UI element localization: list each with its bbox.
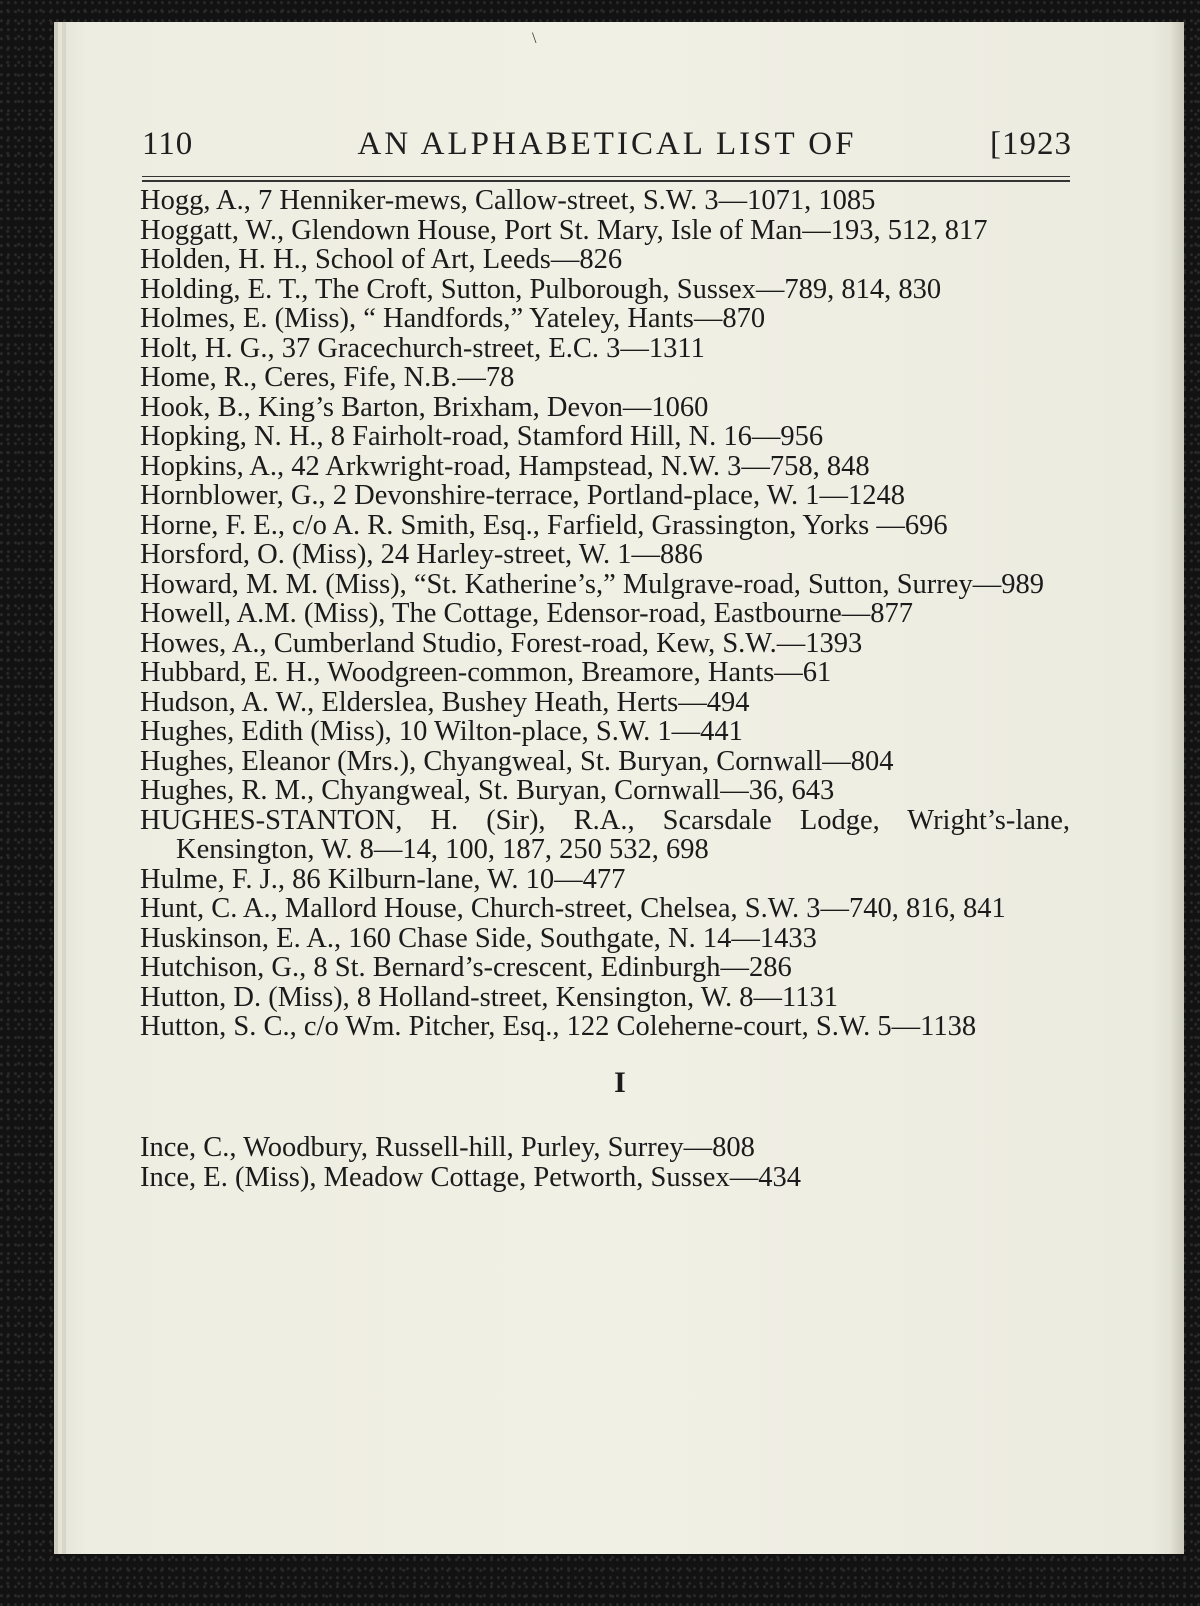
page-header [142, 106, 1072, 166]
list-item: Hughes, Edith (Miss), 10 Wilton-place, S.W. 1—441 [140, 716, 743, 747]
list-item: Holding, E. T., The Croft, Sutton, Pulborough, Sussex—789, 814, 830 [140, 273, 942, 305]
list-item: Howes, A., Cumberland Studio, Forest-road, Kew, S.W.—1393 [140, 627, 863, 659]
list-item: Hutton, D. (Miss), 8 Holland-street, Kensington, W. 8—1131 [140, 981, 838, 1013]
year-label: [1923 [990, 126, 1072, 162]
list-item: Hulme, F. J., 86 Kilburn-lane, W. 10—477 [140, 863, 626, 895]
list-item: Hubbard, E. H., Woodgreen-common, Breamore, Hants—61 [140, 657, 832, 688]
list-item: Hopkins, A., 42 Arkwright-road, Hampstead, N.W. 3—758, 848 [140, 450, 870, 482]
page-number: 110 [142, 126, 194, 162]
list-item: Horsford, O. (Miss), 24 Harley-street, W. 1—886 [140, 539, 703, 570]
list-item: Holden, H. H., School of Art, Leeds—826 [140, 244, 623, 275]
list-item: Ince, E. (Miss), Meadow Cottage, Petworth, Sussex—434 [140, 1161, 801, 1193]
list-item: Home, R., Ceres, Fife, N.B.—78 [140, 362, 515, 393]
list-item: Hornblower, G., 2 Devonshire-terrace, Portland-place, W. 1—1248 [140, 480, 905, 511]
list-item: Huskinson, E. A., 160 Chase Side, Southgate, N. 14—1433 [140, 922, 817, 954]
list-item: Holt, H. G., 37 Gracechurch-street, E.C. 3—1311 [140, 332, 705, 364]
list-item: Hutchison, G., 8 St. Bernard’s-crescent, Edinburgh—286 [140, 952, 792, 983]
margin-mark: \ [532, 30, 537, 47]
section-letter-heading: I [614, 1065, 626, 1099]
list-item: Horne, F. E., c/o A. R. Smith, Esq., Farfield, Grassington, Yorks —696 [140, 509, 948, 541]
list-item: Hopking, N. H., 8 Fairholt-road, Stamford Hill, N. 16—956 [140, 421, 824, 452]
list-item: Holmes, E. (Miss), “ Handfords,” Yateley, Hants—870 [140, 303, 766, 334]
entry-list [140, 186, 1070, 1192]
header-rule [142, 176, 1070, 182]
list-item: Hook, B., King’s Barton, Brixham, Devon—1060 [140, 391, 709, 423]
list-item: Hoggatt, W., Glendown House, Port St. Mary, Isle of Man—193, 512, 817 [140, 214, 988, 246]
list-item: Hudson, A. W., Elderslea, Bushey Heath, Herts—494 [140, 686, 750, 718]
list-item: Hutton, S. C., c/o Wm. Pitcher, Esq., 122 Coleherne-court, S.W. 5—1138 [140, 1011, 977, 1042]
list-item: HUGHES-STANTON, H. (Sir), R.A., Scarsdale Lodge, Wright’s-lane, Kensington, W. 8—14, 100, 187, 250 532, 698 [140, 804, 1070, 865]
list-item: Howard, M. M. (Miss), “St. Katherine’s,” Mulgrave-road, Sutton, Surrey—989 [140, 568, 1044, 600]
running-title: AN ALPHABETICAL LIST OF [357, 126, 857, 162]
list-item: Hogg, A., 7 Henniker-mews, Callow-street, S.W. 3—1071, 1085 [140, 185, 876, 216]
list-item: Howell, A.M. (Miss), The Cottage, Edensor-road, Eastbourne—877 [140, 598, 914, 629]
list-item: Hunt, C. A., Mallord House, Church-street, Chelsea, S.W. 3—740, 816, 841 [140, 893, 1006, 924]
list-item: Ince, C., Woodbury, Russell-hill, Purley, Surrey—808 [140, 1132, 755, 1163]
list-item: Hughes, Eleanor (Mrs.), Chyangweal, St. Buryan, Cornwall—804 [140, 745, 894, 777]
list-item: Hughes, R. M., Chyangweal, St. Buryan, Cornwall—36, 643 [140, 775, 835, 806]
